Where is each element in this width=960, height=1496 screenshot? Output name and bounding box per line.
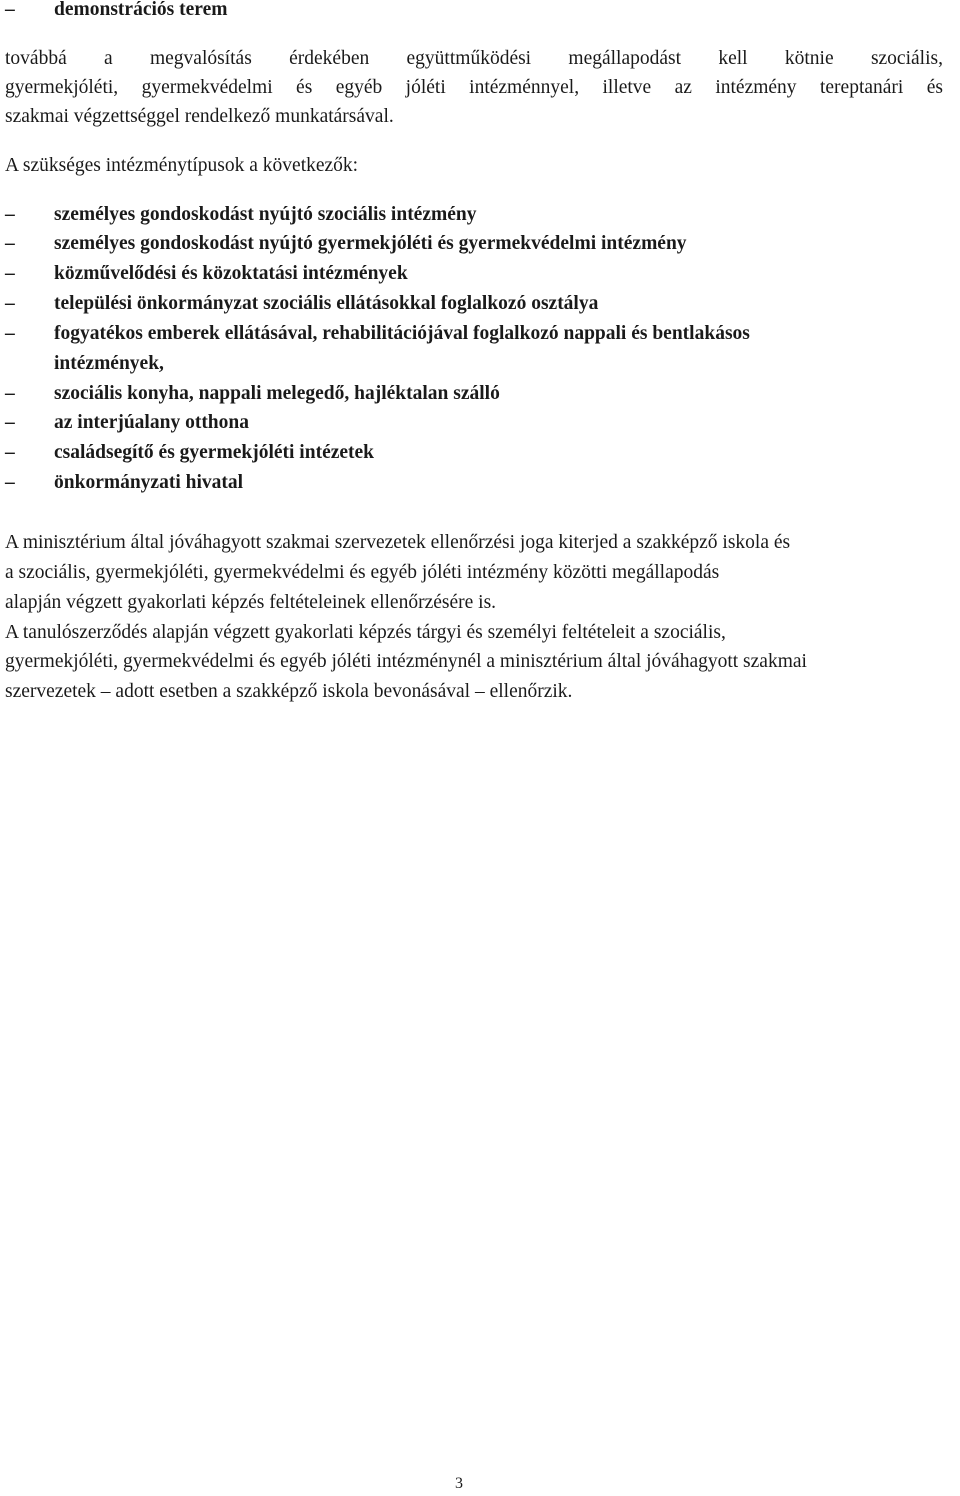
word: kötnie <box>784 48 834 69</box>
top-list-item <box>5 0 227 24</box>
word: továbbá <box>5 48 67 69</box>
list-dash: – <box>5 0 15 20</box>
list-item-text: települési önkormányzat szociális ellátásokkal foglalkozó osztálya <box>54 293 599 314</box>
word: szociális, <box>870 48 943 69</box>
word: jóléti <box>405 77 446 98</box>
list-dash: – <box>5 472 15 493</box>
intro-line-2 <box>5 74 943 102</box>
page-number: 3 <box>455 1475 463 1492</box>
word: gyermekjóléti, <box>5 77 119 98</box>
list-item-text: családsegítő és gyermekjóléti intézetek <box>54 442 375 463</box>
list-item-text: közművelődési és közoktatási intézmények <box>54 263 408 284</box>
list-dash: – <box>5 263 15 284</box>
word: tereptanári <box>819 77 904 98</box>
word: intézmény <box>715 77 797 98</box>
list-item <box>5 469 243 497</box>
list-item-text: személyes gondoskodást nyújtó gyermekjóléti és gyermekvédelmi intézmény <box>54 233 687 254</box>
list-item-text: önkormányzati hivatal <box>54 472 244 493</box>
list-item <box>5 380 500 408</box>
word: és <box>926 77 943 98</box>
list-item-text: demonstrációs terem <box>54 0 228 20</box>
list-item <box>5 260 408 288</box>
list-item-continuation: intézmények, <box>54 353 164 374</box>
word: és <box>296 77 313 98</box>
list-item <box>5 439 374 467</box>
word: intézménnyel, <box>469 77 580 98</box>
list-dash: – <box>5 204 15 225</box>
word: kell <box>718 48 748 69</box>
paragraph-1-line-3: alapján végzett gyakorlati képzés feltételeinek ellenőrzésére is. <box>5 592 497 613</box>
list-dash: – <box>5 323 15 344</box>
list-dash: – <box>5 383 15 404</box>
list-item-text: személyes gondoskodást nyújtó szociális intézmény <box>54 204 477 225</box>
word: együttműködési <box>406 48 532 69</box>
list-dash: – <box>5 233 15 254</box>
list-dash: – <box>5 293 15 314</box>
paragraph-1-line-2: a szociális, gyermekjóléti, gyermekvédelmi és egyéb jóléti intézmény közötti megállapodás <box>5 562 720 583</box>
paragraph-2-line-1: A tanulószerződés alapján végzett gyakorlati képzés tárgyi és személyi feltételeit a szociális, <box>5 622 726 643</box>
word: érdekében <box>289 48 370 69</box>
word: egyéb <box>335 77 383 98</box>
list-item <box>5 290 598 318</box>
word: a <box>104 48 113 69</box>
word: megvalósítás <box>149 48 252 69</box>
paragraph-1-line-1: A minisztérium által jóváhagyott szakmai szervezetek ellenőrzési joga kiterjed a szakképző iskola és <box>5 532 791 553</box>
intro-line-3: szakmai végzettséggel rendelkező munkatársával. <box>5 106 394 127</box>
list-item <box>5 201 477 229</box>
list-dash: – <box>5 412 15 433</box>
list-item <box>5 409 249 437</box>
list-item <box>5 230 687 258</box>
word: megállapodást <box>568 48 682 69</box>
intro-line-1 <box>5 45 943 73</box>
word: az <box>674 77 692 98</box>
word: illetve <box>602 77 652 98</box>
paragraph-2-line-2: gyermekjóléti, gyermekvédelmi és egyéb jóléti intézménynél a minisztérium által jóváhagyott szakmai <box>5 651 807 672</box>
list-item-text: szociális konyha, nappali melegedő, hajléktalan szálló <box>54 383 500 404</box>
list-item-text: fogyatékos emberek ellátásával, rehabilitációjával foglalkozó nappali és bentlakásos <box>54 323 750 344</box>
word: gyermekvédelmi <box>141 77 273 98</box>
list-item-text: az interjúalany otthona <box>54 412 249 433</box>
types-heading: A szükséges intézménytípusok a következők: <box>5 155 359 176</box>
list-item <box>5 320 750 348</box>
list-dash: – <box>5 442 15 463</box>
paragraph-2-line-3: szervezetek – adott esetben a szakképző iskola bevonásával – ellenőrzik. <box>5 681 573 702</box>
